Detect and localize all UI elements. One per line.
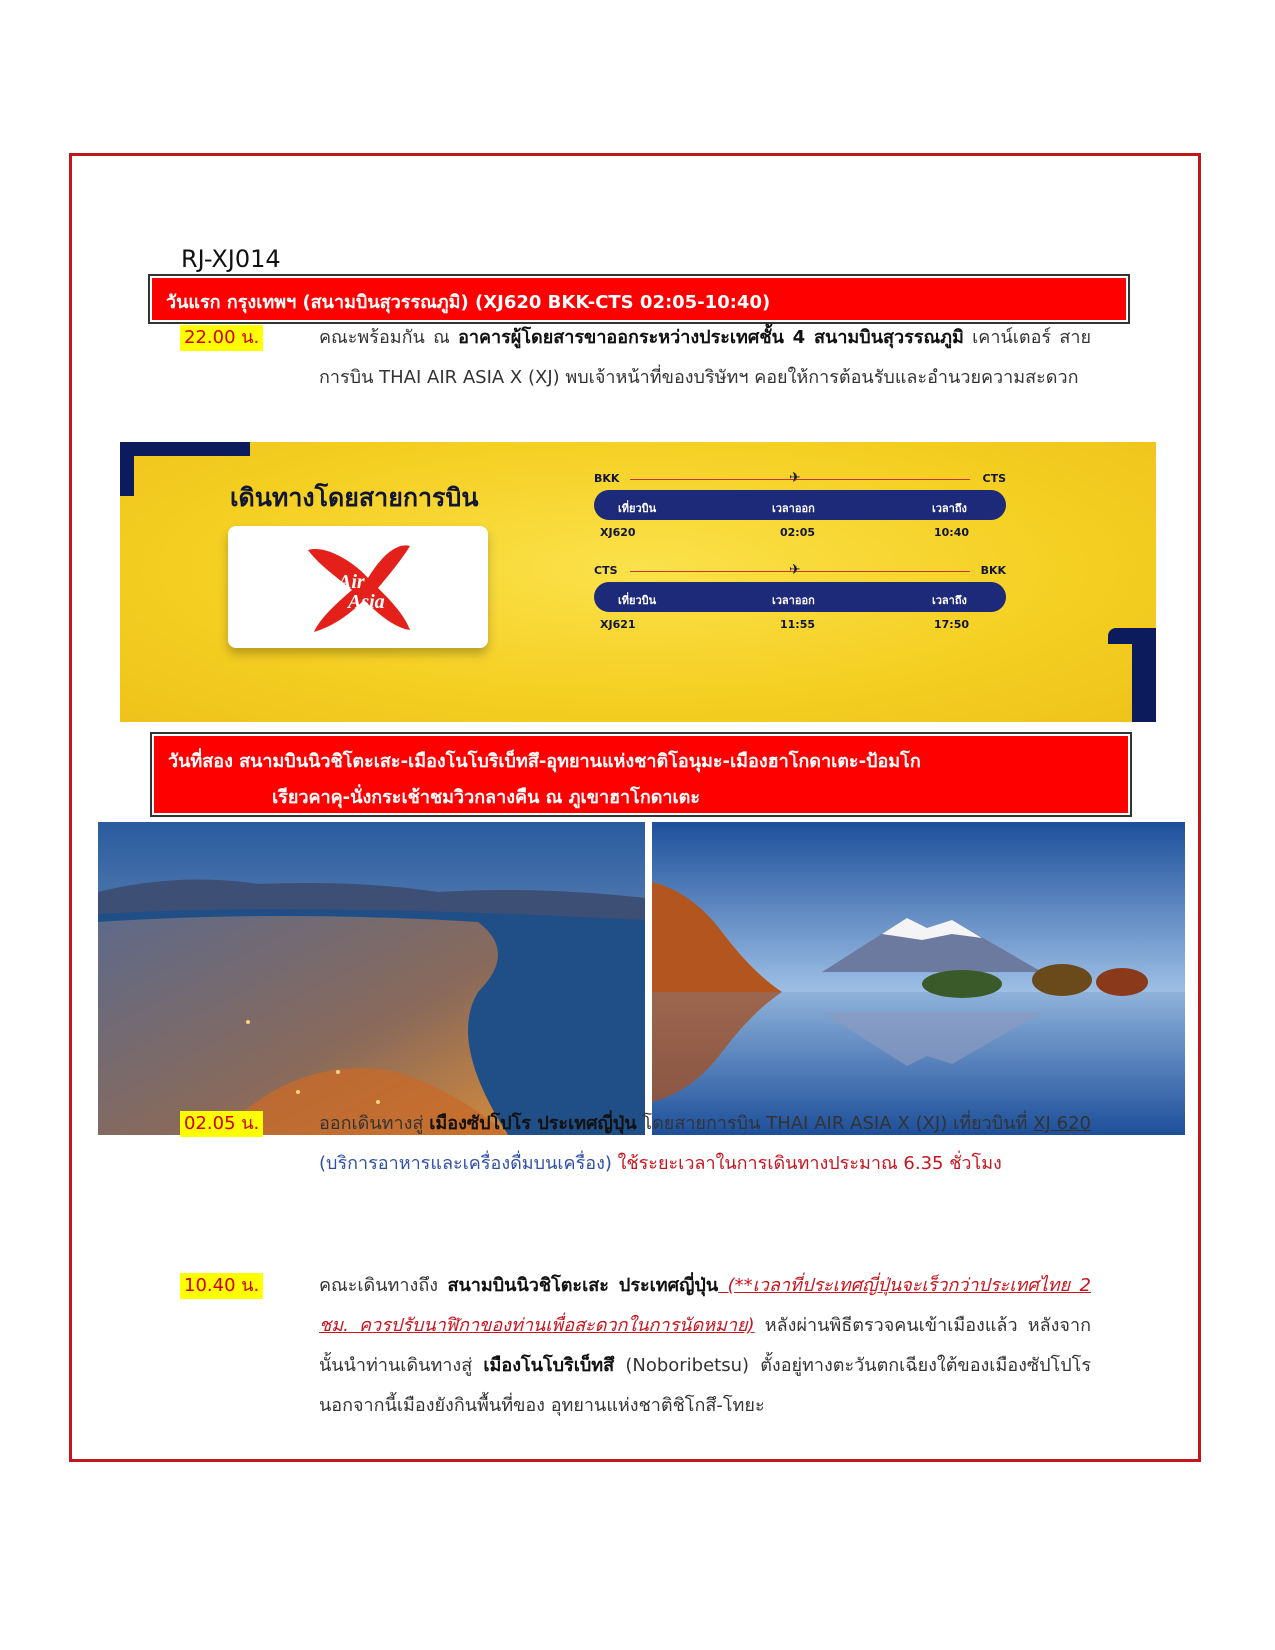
day2-header: วันที่สอง สนามบินนิวชิโตะเสะ-เมืองโนโบริเบ็ทสึ-อุทยานแห่งชาติโอนุมะ-เมืองฮาโกดาเตะ-ป้อมโก เรียวคาคุ-นั่งกระเช้าชมวิวกลางคืน ณ ภูเขาฮาโกดาเตะ bbox=[152, 734, 1130, 815]
plane-icon: ✈ bbox=[789, 470, 801, 486]
onuma-lake-photo bbox=[652, 822, 1185, 1135]
tour-code: RJ-XJ014 bbox=[181, 245, 281, 273]
day1-text: คณะพร้อมกัน ณ อาคารผู้โดยสารขาออกระหว่างประเทศชั้น 4 สนามบินสุวรรณภูมิ เคาน์เตอร์ สายการบิน THAI AIR ASIA X (XJ) พบเจ้าหน้าที่ของบริษัทฯ คอยให้การต้อนรับและอำนวยความสะดวก bbox=[319, 327, 1091, 388]
banner-title: เดินทางโดยสายการบิน bbox=[230, 483, 479, 512]
airasia-x-logo bbox=[228, 526, 488, 648]
logo-word-air: Air bbox=[338, 571, 365, 593]
return-from: CTS bbox=[594, 564, 618, 577]
event2-time: 10.40 น. bbox=[180, 1273, 263, 1299]
logo-word-asia: Asia bbox=[348, 591, 385, 613]
hakodate-night-photo bbox=[98, 822, 645, 1135]
event1-time: 02.05 น. bbox=[180, 1111, 263, 1137]
plane-icon: ✈ bbox=[789, 562, 801, 578]
flight-banner bbox=[120, 442, 1156, 722]
day1-time: 22.00 น. bbox=[180, 325, 263, 351]
return-header-pill: เที่ยวบิน เวลาออก เวลาถึง bbox=[594, 582, 1006, 612]
outbound-route bbox=[594, 472, 1006, 540]
outbound-to: CTS bbox=[982, 472, 1006, 485]
outbound-from: BKK bbox=[594, 472, 620, 485]
day1-header: วันแรก กรุงเทพฯ (สนามบินสุวรรณภูมิ) (XJ620 BKK-CTS 02:05-10:40) bbox=[150, 276, 1128, 322]
outbound-values: XJ620 02:05 10:40 bbox=[600, 526, 970, 539]
event2-text: คณะเดินทางถึง สนามบินนิวชิโตะเสะ ประเทศญี่ปุ่น (**เวลาที่ประเทศญี่ปุ่นจะเร็วกว่าประเทศไทย 2 ชม. ควรปรับนาฬิกาของท่านเพื่อสะดวกในการนัดหมาย) หลังผ่านพิธีตรวจคนเข้าเมืองแล้ว หลังจากนั้นนำท่านเดินทางสู่ เมืองโนโบริเบ็ทสึ (Noboribetsu) ตั้งอยู่ทางตะวันตกเฉียงใต้ของเมืองซัปโปโร นอกจากนี้เมืองยังกินพื้นที่ของ อุทยานแห่งชาติชิโกสึ-โทยะ bbox=[319, 1275, 1091, 1416]
return-to: BKK bbox=[980, 564, 1006, 577]
outbound-header-pill: เที่ยวบิน เวลาออก เวลาถึง bbox=[594, 490, 1006, 520]
event1-text: ออกเดินทางสู่ เมืองซัปโปโร ประเทศญี่ปุ่น โดยสายการบิน THAI AIR ASIA X (XJ) เที่ยวบินที่ XJ 620 (บริการอาหารและเครื่องดื่มบนเครื่อง) ใช้ระยะเวลาในการเดินทางประมาณ 6.35 ชั่วโมง bbox=[319, 1113, 1091, 1174]
return-values: XJ621 11:55 17:50 bbox=[600, 618, 970, 631]
return-route bbox=[594, 564, 1006, 632]
